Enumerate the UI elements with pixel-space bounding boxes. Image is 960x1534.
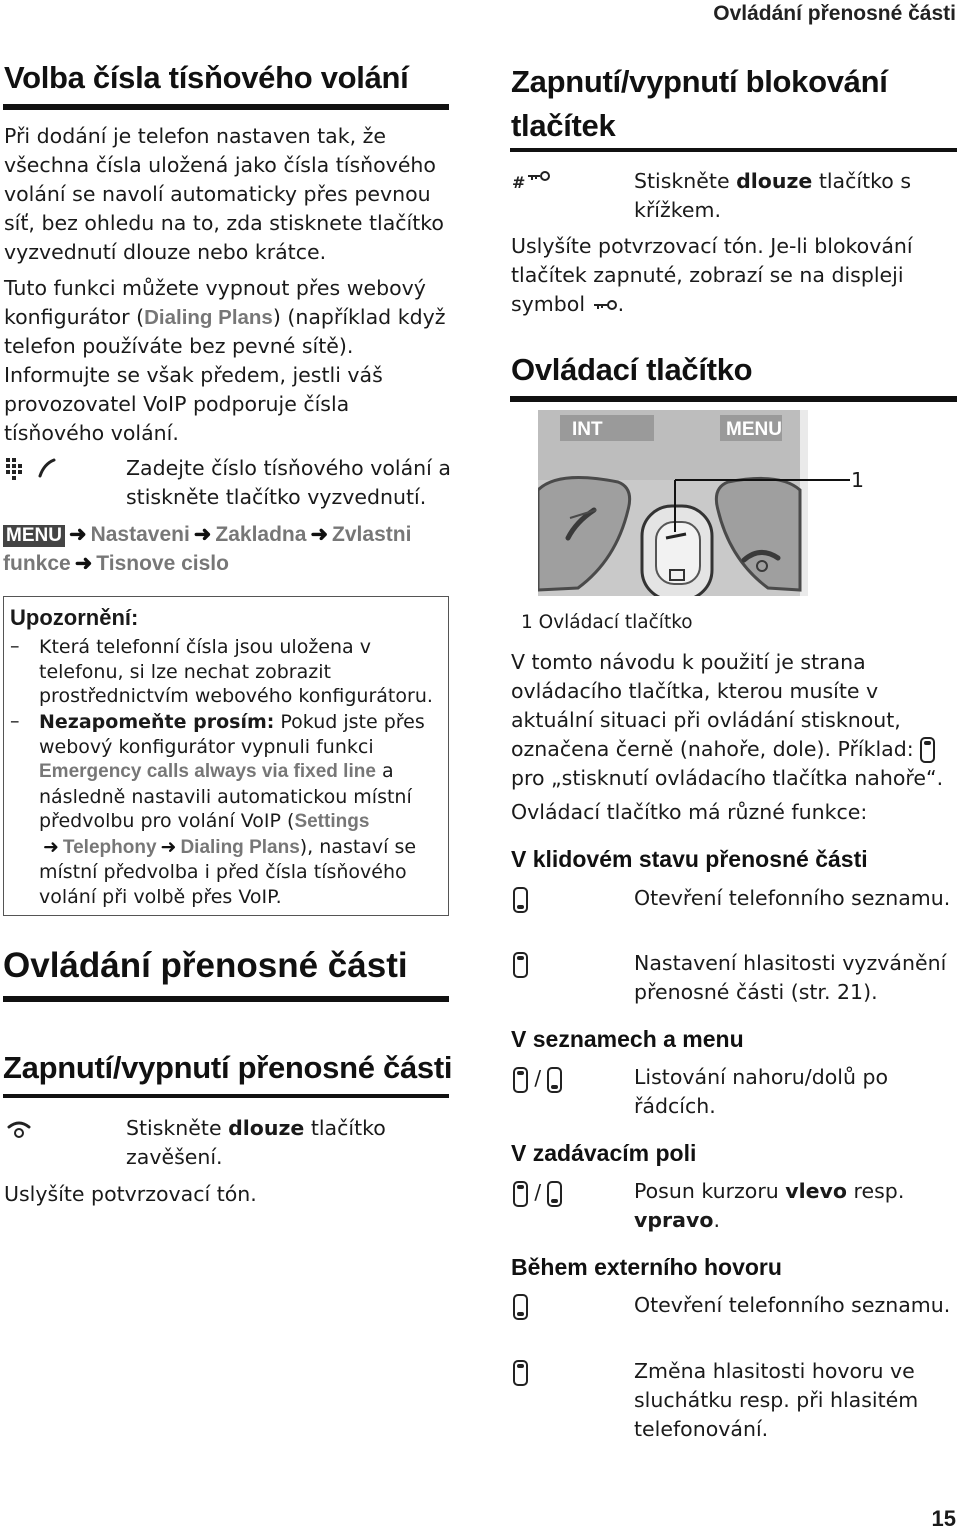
keypad-icon <box>6 458 22 480</box>
note-item-2: Nezapomeňte prosím: Pokud jste přes webový konfigurátor vypnuli funkci Emergency calls always via fixed line a následně nastavili automatickou místní předvolbu pro volání VoIP (Settings ➜ Telephony ➜ Dialing Plans), nastaví se místní předvolba i před čísla tísňového volání při volbě přes VoIP. <box>39 711 425 908</box>
nav-leftright-icons: / <box>513 1180 562 1207</box>
call-key-icon <box>40 460 54 476</box>
lists-heading: V seznamech a menu <box>511 1026 744 1052</box>
nav-left-icon <box>513 1181 528 1207</box>
power-heading: Zapnutí/vypnutí přenosné části <box>3 1050 453 1085</box>
keypad-call-icons <box>4 456 60 486</box>
nav-down-icon <box>547 1067 562 1093</box>
keylock-para: Uslyšíte potvrzovací tón. Je-li blokování tlačítek zapnuté, zobrazí se na displeji symbol . <box>511 234 913 316</box>
note-item-1: Která telefonní čísla jsou uložena v telefonu, si lze nechat zobrazit prostřednictvím webového konfigurátoru. <box>39 636 433 707</box>
key-symbol-icon <box>592 298 618 312</box>
lists-item-1: Listování nahoru/dolů po řádcích. <box>634 1065 889 1118</box>
menu-label: MENU <box>726 419 782 440</box>
svg-text:#: # <box>512 173 526 192</box>
idle-item-2: Nastavení hlasitosti vyzvánění přenosné části (str. 21). <box>634 951 947 1004</box>
input-heading: V zadávacím poli <box>511 1140 697 1166</box>
figure-caption: 1 Ovládací tlačítko <box>521 612 693 633</box>
control-heading: Ovládací tlačítko <box>511 352 753 387</box>
heading-rule <box>3 104 449 110</box>
nav-up-icon <box>513 1067 528 1093</box>
nav-up-icon <box>513 1360 528 1386</box>
keylock-step: Stiskněte dlouze tlačítko s křížkem. <box>634 169 911 222</box>
running-header: Ovládání přenosné části <box>713 2 956 25</box>
handset-figure <box>538 410 808 596</box>
nav-down-icon <box>513 1294 528 1320</box>
call-heading: Během externího hovoru <box>511 1254 782 1280</box>
section-heading: Ovládání přenosné části <box>3 946 408 985</box>
emergency-step: Zadejte číslo tísňového volání a stiskněte tlačítko vyzvednutí. <box>126 456 451 509</box>
nav-updown-icons: / <box>513 1066 562 1093</box>
power-step: Stiskněte dlouze tlačítko zavěšení. <box>126 1116 386 1169</box>
int-label: INT <box>572 419 603 440</box>
bullet-dash: – <box>10 710 20 732</box>
note-title: Upozornění: <box>10 605 139 630</box>
heading-rule <box>510 396 957 402</box>
page-number: 15 <box>931 1506 956 1531</box>
callout-line <box>806 479 850 481</box>
heading-rule <box>3 996 449 1002</box>
callout-number: 1 <box>851 468 865 492</box>
emergency-heading: Volba čísla tísňového volání <box>4 60 409 95</box>
power-confirm: Uslyšíte potvrzovací tón. <box>4 1182 257 1206</box>
heading-rule <box>3 1094 449 1098</box>
nav-up-icon <box>920 737 935 763</box>
idle-heading: V klidovém stavu přenosné části <box>511 846 868 872</box>
note-box <box>3 596 449 916</box>
control-para1: V tomto návodu k použití je strana ovládacího tlačítka, kterou musíte v aktuální situaci při ovládání stisknout, označena černě (nahoře, dole). Příklad: pro „stisknutí ovládacího tlačítka nahoře“. <box>511 650 944 790</box>
end-key-icon <box>6 1118 32 1144</box>
idle-item-1: Otevření telefonního seznamu. <box>634 886 951 910</box>
ui-dialing-plans: Dialing Plans <box>144 306 273 329</box>
nav-down-icon <box>513 887 528 913</box>
emergency-para2: Tuto funkci můžete vypnout přes webový konfigurátor (Dialing Plans) (například když telefon používáte bez pevné sítě). Informujte se však předem, jestli váš provozovatel VoIP podporuje čísla tísňového volání. <box>4 276 446 445</box>
control-para2: Ovládací tlačítko má různé funkce: <box>511 800 868 824</box>
menu-key-icon: MENU <box>3 525 65 547</box>
keylock-heading: Zapnutí/vypnutí blokování tlačítek <box>511 64 888 143</box>
input-item-1: Posun kurzoru vlevo resp. vpravo. <box>634 1179 905 1232</box>
bullet-dash: – <box>10 635 20 657</box>
heading-rule <box>510 148 957 152</box>
nav-up-icon <box>513 952 528 978</box>
call-item-2: Změna hlasitosti hovoru ve sluchátku resp. při hlasitém telefonování. <box>634 1359 919 1441</box>
hash-lock-icon <box>512 170 556 196</box>
call-item-1: Otevření telefonního seznamu. <box>634 1293 951 1317</box>
menu-path: MENU ➜ Nastaveni ➜ Zakladna ➜ Zvlastni funkce ➜ Tisnove cislo <box>3 523 412 575</box>
emergency-para1: Při dodání je telefon nastaven tak, že všechna čísla uložená jako čísla tísňového volání se navolí automaticky přes pevnou síť, bez ohledu na to, zda stisknete tlačítko vyzvednutí dlouze nebo krátce. <box>4 124 444 264</box>
nav-right-icon <box>547 1181 562 1207</box>
